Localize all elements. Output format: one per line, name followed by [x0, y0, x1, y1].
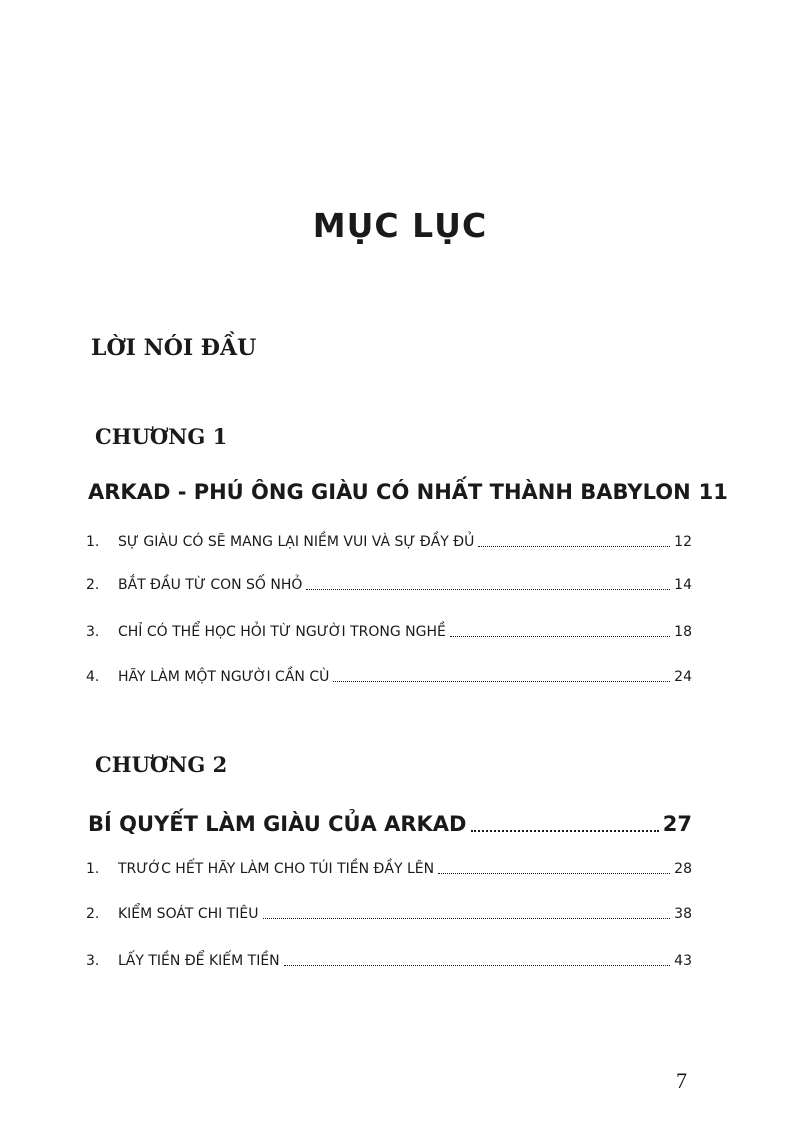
dot-leader: [333, 681, 670, 682]
toc-entry: [86, 669, 692, 685]
dot-leader: [450, 636, 670, 637]
toc-entry: [86, 624, 692, 640]
entry-number: 2.: [86, 577, 100, 593]
entry-title: CHỈ CÓ THỂ HỌC HỎI TỪ NGƯỜI TRONG NGHỀ: [118, 624, 446, 640]
entry-page-number: 38: [674, 906, 692, 922]
entry-page-number: 43: [674, 953, 692, 969]
chapter-1-heading-row: [88, 480, 728, 504]
entry-number: 4.: [86, 669, 100, 685]
entry-page-number: 12: [674, 534, 692, 550]
toc-entry: [86, 906, 692, 922]
dot-leader: [306, 589, 670, 590]
entry-page-number: 28: [674, 861, 692, 877]
chapter-page-number: 27: [662, 812, 692, 836]
entry-number: 1.: [86, 861, 100, 877]
entry-page-number: 18: [674, 624, 692, 640]
chapter-1-label: CHƯƠNG 1: [95, 424, 228, 449]
dot-leader: [471, 830, 659, 832]
entry-title: BẮT ĐẦU TỪ CON SỐ NHỎ: [118, 577, 303, 593]
toc-entry: [86, 534, 692, 550]
entry-title: KIỂM SOÁT CHI TIÊU: [118, 906, 259, 922]
chapter-heading: BÍ QUYẾT LÀM GIÀU CỦA ARKAD: [88, 812, 467, 836]
dot-leader: [263, 918, 671, 919]
toc-entry: [86, 577, 692, 593]
page-title: MỤC LỤC: [312, 206, 488, 245]
entry-number: 3.: [86, 953, 100, 969]
dot-leader: [284, 965, 671, 966]
entry-number: 2.: [86, 906, 100, 922]
toc-entry: [86, 953, 692, 969]
chapter-heading: ARKAD - PHÚ ÔNG GIÀU CÓ NHẤT THÀNH BABYLON: [88, 480, 691, 504]
dot-leader: [438, 873, 670, 874]
entry-page-number: 14: [674, 577, 692, 593]
entry-page-number: 24: [674, 669, 692, 685]
entry-number: 3.: [86, 624, 100, 640]
dot-leader: [478, 546, 670, 547]
entry-number: 1.: [86, 534, 100, 550]
entry-title: TRƯỚC HẾT HÃY LÀM CHO TÚI TIỀN ĐẦY LÊN: [118, 861, 435, 877]
chapter-page-number: 11: [698, 480, 728, 504]
toc-entry: [86, 861, 692, 877]
entry-title: LẤY TIỀN ĐỂ KIẾM TIỀN: [118, 953, 280, 969]
chapter-2-heading-row: [88, 812, 692, 836]
page-number: 7: [676, 1068, 687, 1093]
entry-title: SỰ GIÀU CÓ SẼ MANG LẠI NIỀM VUI VÀ SỰ ĐẦY ĐỦ: [118, 534, 475, 550]
entry-title: HÃY LÀM MỘT NGƯỜI CẦN CÙ: [118, 669, 330, 685]
preface-entry: LỜI NÓI ĐẦU: [91, 335, 257, 361]
chapter-2-label: CHƯƠNG 2: [95, 752, 228, 777]
